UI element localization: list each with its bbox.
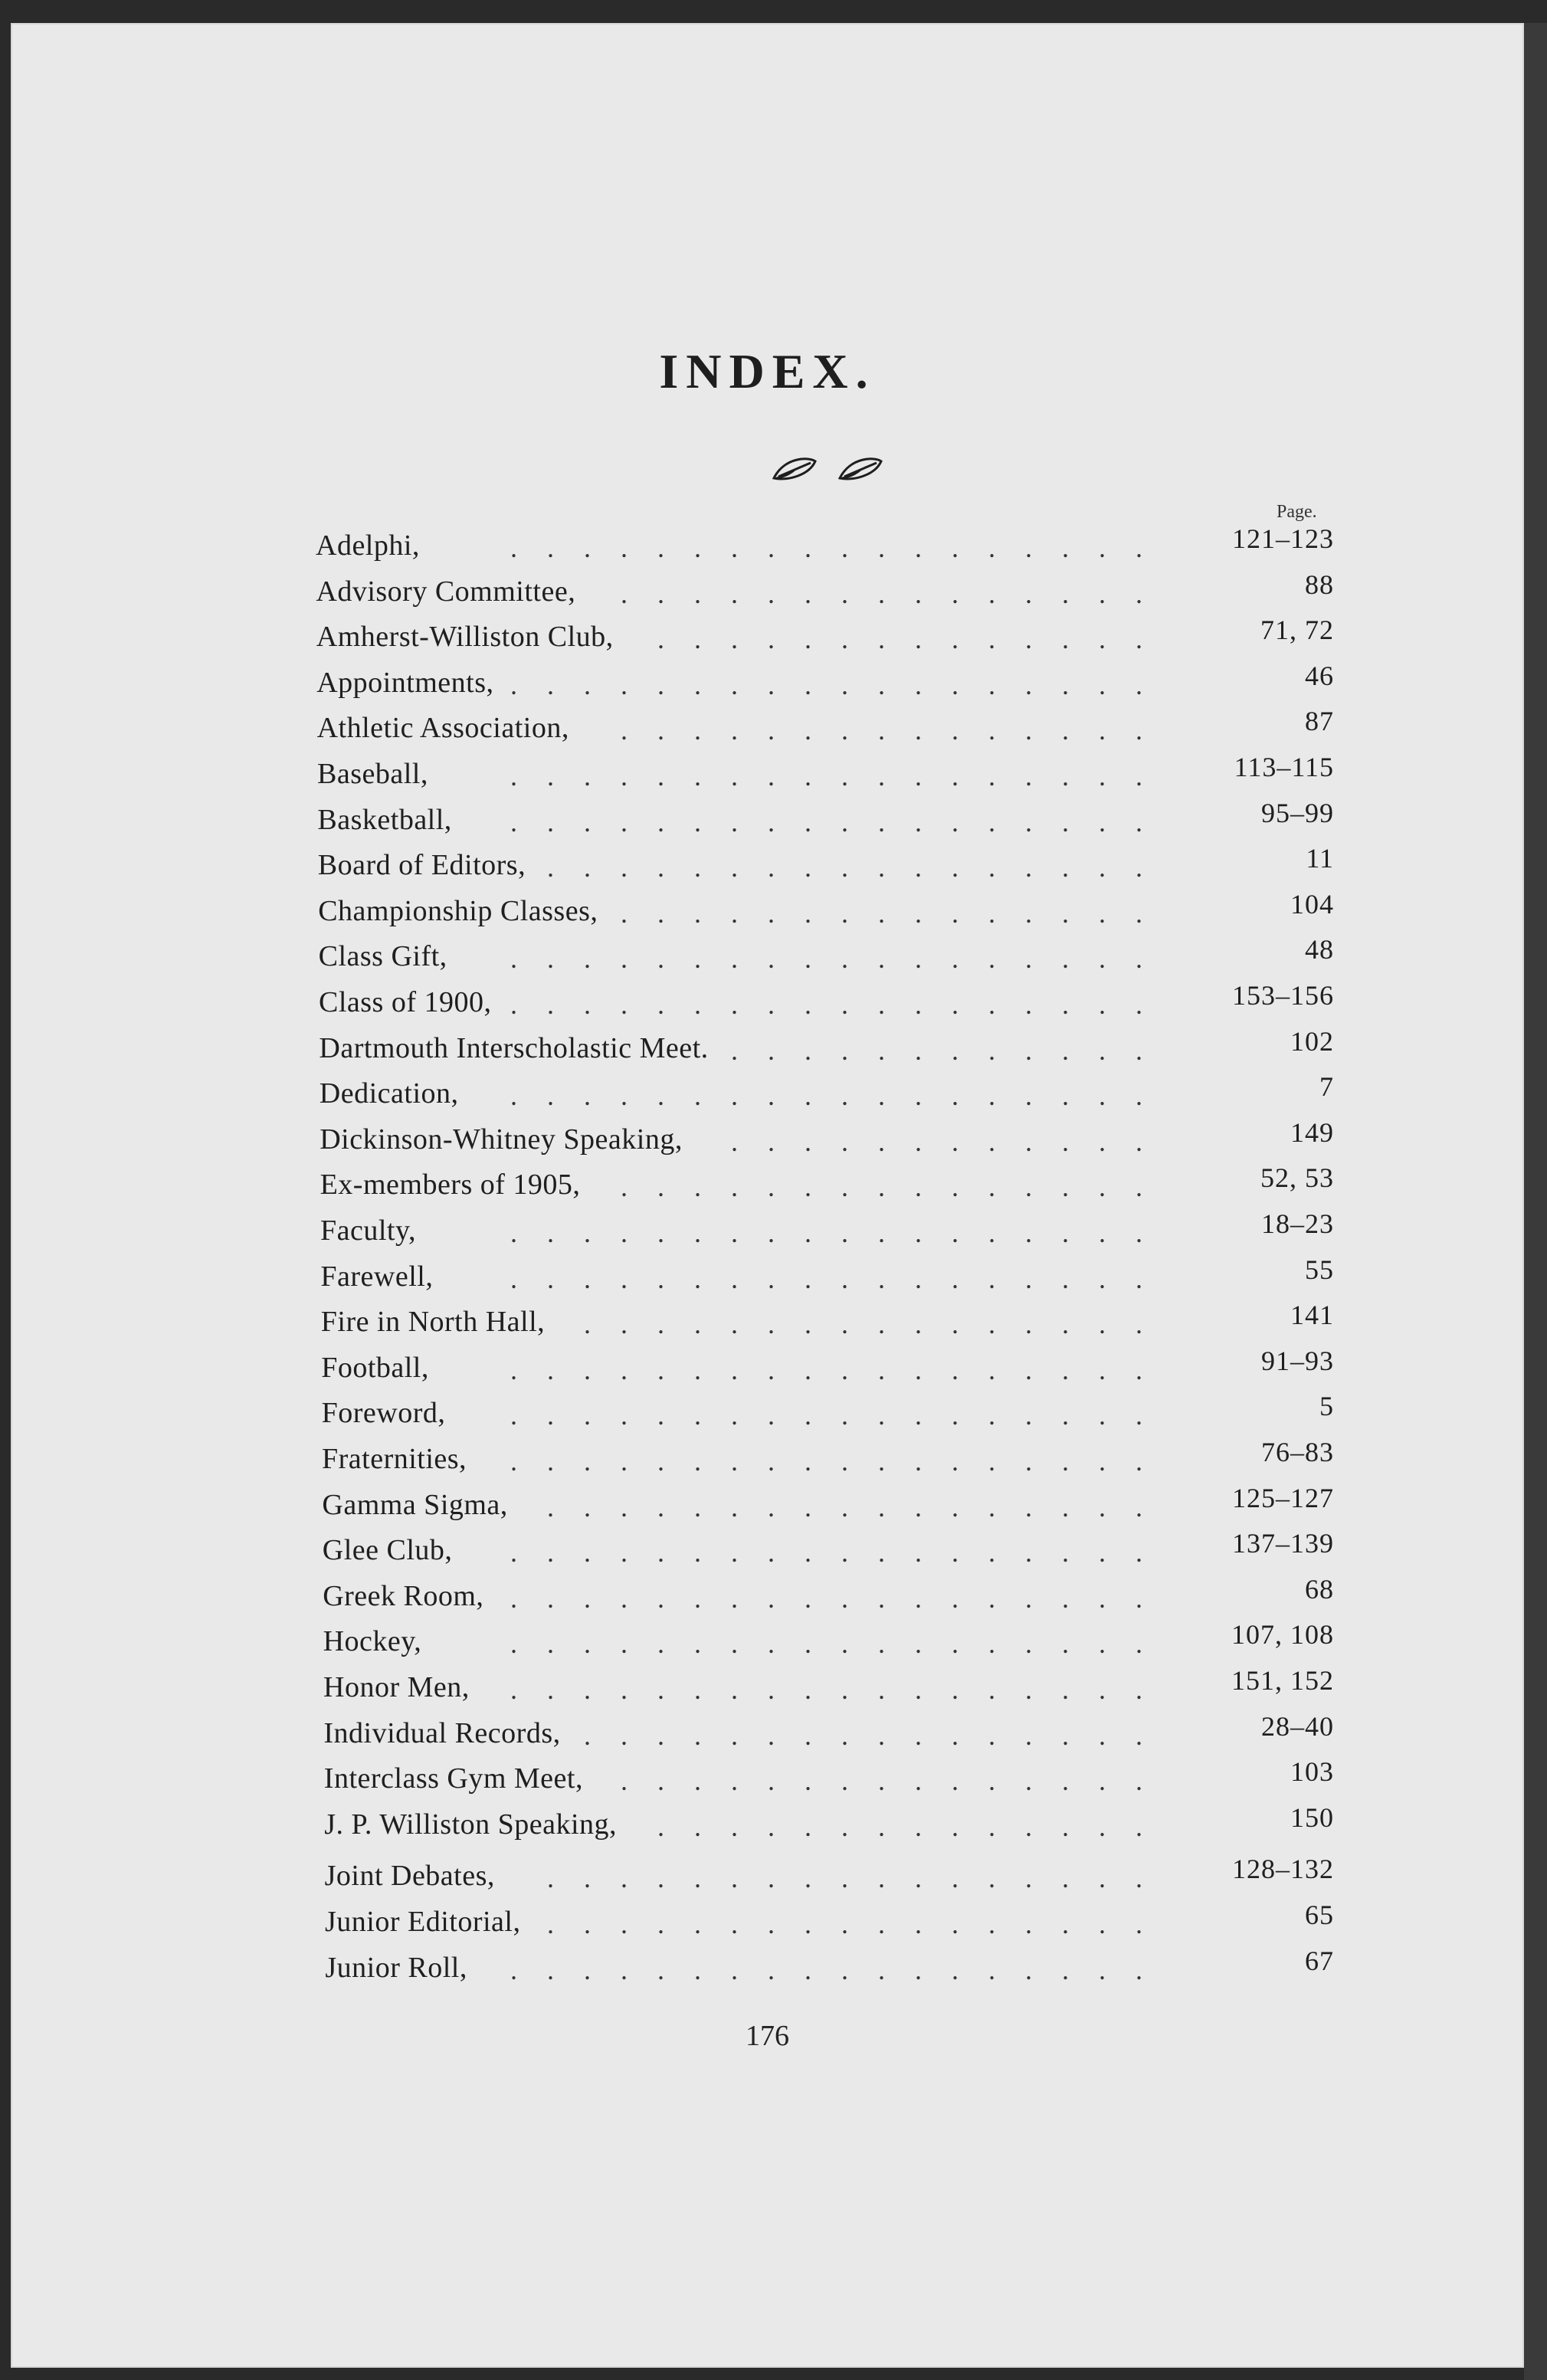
- entry-label: Farewell,: [320, 1260, 434, 1293]
- entry-label: Baseball,: [317, 758, 428, 790]
- entry-page-number: 104: [1290, 888, 1334, 920]
- entry-page-number: 48: [1305, 934, 1334, 965]
- entry-label: Greek Room,: [323, 1579, 484, 1612]
- index-entry: Junior Roll, . . . . . . . . . . . . . . . . . . 67: [325, 1945, 1334, 1985]
- entry-label: Dickinson-Whitney Speaking,: [320, 1123, 683, 1156]
- entry-page-number: 141: [1290, 1300, 1334, 1331]
- index-entry: Farewell, . . . . . . . . . . . . . . . . . . 55: [320, 1254, 1334, 1294]
- entry-label: Class of 1900,: [319, 986, 492, 1018]
- entry-label: Football,: [321, 1351, 429, 1384]
- entry-page-number: 91–93: [1261, 1345, 1334, 1376]
- entry-page-number: 121–123: [1232, 523, 1334, 554]
- entry-label: Board of Editors,: [317, 849, 526, 882]
- index-entry: Greek Room, . . . . . . . . . . . . . . . . . . 68: [323, 1573, 1334, 1614]
- page-number: 176: [746, 2020, 789, 2052]
- entry-page-number: 11: [1306, 843, 1334, 874]
- adjacent-page-edge: [1524, 23, 1547, 2380]
- entry-label: Advisory Committee,: [316, 575, 576, 608]
- index-entry: Dedication, . . . . . . . . . . . . . . . . . . 7: [319, 1071, 1334, 1112]
- entry-label: Individual Records,: [323, 1716, 561, 1749]
- entry-label: Interclass Gym Meet,: [323, 1762, 583, 1795]
- entry-label: Gamma Sigma,: [322, 1488, 508, 1521]
- entry-label: Adelphi,: [316, 529, 420, 562]
- entry-page-number: 7: [1319, 1071, 1334, 1103]
- entry-page-number: 67: [1305, 1945, 1334, 1976]
- entry-page-number: 151, 152: [1231, 1665, 1334, 1696]
- entry-page-number: 88: [1305, 569, 1334, 600]
- entry-page-number: 102: [1290, 1025, 1334, 1057]
- entry-page-number: 52, 53: [1260, 1162, 1334, 1194]
- index-entry: Junior Editorial, . . . . . . . . . . . . . . . . . 65: [325, 1900, 1334, 1939]
- entry-page-number: 107, 108: [1231, 1619, 1334, 1651]
- index-entry: Football, . . . . . . . . . . . . . . . . . . 91–93: [321, 1345, 1334, 1385]
- entry-label: Fraternities,: [322, 1443, 467, 1475]
- index-entries: [11, 23, 1524, 2368]
- index-entry: Glee Club, . . . . . . . . . . . . . . . . . . 137–139: [322, 1528, 1334, 1569]
- index-entry: Interclass Gym Meet, . . . . . . . . . . . . . . . 103: [323, 1756, 1334, 1797]
- index-entry: Dartmouth Interscholastic Meet. . . . . . . . . . . . . 102: [319, 1025, 1334, 1066]
- entry-page-number: 149: [1290, 1116, 1334, 1148]
- entry-page-number: 5: [1319, 1391, 1334, 1422]
- entry-label: Championship Classes,: [318, 894, 598, 927]
- index-entry: Board of Editors, . . . . . . . . . . . . . . . . . 11: [317, 843, 1334, 883]
- index-entry: Ex-members of 1905, . . . . . . . . . . . . . . . 52, 53: [320, 1162, 1334, 1203]
- entry-label: Junior Editorial,: [325, 1906, 521, 1938]
- index-entry: Class of 1900, . . . . . . . . . . . . . . . . . . 153–156: [319, 980, 1334, 1020]
- index-entry: Foreword, . . . . . . . . . . . . . . . . . . 5: [321, 1391, 1334, 1431]
- entry-label: J. P. Williston Speaking,: [324, 1808, 618, 1841]
- entry-label: Basketball,: [317, 803, 452, 836]
- index-entry: Baseball, . . . . . . . . . . . . . . . . . . 113–115: [317, 752, 1334, 792]
- entry-label: Joint Debates,: [324, 1860, 495, 1893]
- entry-page-number: 95–99: [1261, 797, 1334, 828]
- index-entry: Hockey, . . . . . . . . . . . . . . . . . . 107, 108: [323, 1619, 1334, 1660]
- index-entry: Basketball, . . . . . . . . . . . . . . . . . . 95–99: [317, 797, 1334, 838]
- index-entry: Appointments, . . . . . . . . . . . . . . . . . . 46: [316, 660, 1334, 700]
- entry-page-number: 128–132: [1232, 1854, 1334, 1885]
- entry-page-number: 28–40: [1261, 1710, 1334, 1742]
- entry-page-number: 71, 72: [1260, 615, 1334, 646]
- entry-label: Dedication,: [319, 1077, 459, 1110]
- entry-page-number: 150: [1290, 1801, 1334, 1833]
- entry-label: Hockey,: [323, 1625, 422, 1658]
- entry-label: Amherst-Williston Club,: [316, 621, 614, 654]
- index-entry: Gamma Sigma, . . . . . . . . . . . . . . . . . 125–127: [322, 1482, 1334, 1523]
- entry-label: Ex-members of 1905,: [320, 1169, 581, 1201]
- entry-page-number: 76–83: [1261, 1437, 1334, 1467]
- entry-label: Appointments,: [316, 666, 494, 699]
- book-page: [11, 23, 1524, 2368]
- entry-page-number: 68: [1305, 1573, 1334, 1605]
- entry-label: Faculty,: [320, 1215, 417, 1247]
- index-entry: Class Gift, . . . . . . . . . . . . . . . . . . 48: [318, 934, 1334, 975]
- index-title: INDEX.: [659, 344, 876, 398]
- index-entry: Individual Records, . . . . . . . . . . . . . . . . 28–40: [323, 1710, 1334, 1751]
- entry-label: Athletic Association,: [316, 712, 569, 745]
- entry-page-number: 87: [1305, 706, 1334, 737]
- entry-label: Glee Club,: [322, 1534, 453, 1567]
- entry-page-number: 55: [1305, 1254, 1334, 1285]
- index-entry: Faculty, . . . . . . . . . . . . . . . . . . 18–23: [320, 1208, 1334, 1248]
- entry-page-number: 137–139: [1232, 1528, 1334, 1559]
- index-entry: Amherst-Williston Club, . . . . . . . . . . . . . . 71, 72: [316, 615, 1334, 655]
- index-entry: Joint Debates, . . . . . . . . . . . . . . . . . 128–132: [324, 1854, 1334, 1894]
- index-entry: Honor Men, . . . . . . . . . . . . . . . . . . 151, 152: [323, 1665, 1334, 1705]
- entry-page-number: 46: [1305, 660, 1334, 691]
- index-entry: Advisory Committee, . . . . . . . . . . . . . . . 88: [316, 569, 1334, 609]
- entry-label: Class Gift,: [318, 940, 447, 973]
- entry-label: Dartmouth Interscholastic Meet.: [319, 1031, 709, 1064]
- entry-page-number: 65: [1305, 1900, 1334, 1930]
- index-entry: Fraternities, . . . . . . . . . . . . . . . . . . 76–83: [322, 1437, 1334, 1477]
- index-entry: Fire in North Hall, . . . . . . . . . . . . . . . . 141: [320, 1300, 1334, 1340]
- entry-page-number: 125–127: [1232, 1482, 1334, 1513]
- entry-label: Junior Roll,: [325, 1951, 467, 1984]
- entry-label: Foreword,: [321, 1397, 446, 1430]
- entry-page-number: 18–23: [1261, 1208, 1334, 1239]
- index-entry: Dickinson-Whitney Speaking, . . . . . . . . . . . . 149: [320, 1116, 1334, 1157]
- index-entry: J. P. Williston Speaking, . . . . . . . . . . . . . . 150: [324, 1801, 1334, 1842]
- index-entry: Championship Classes, . . . . . . . . . . . . . . . 104: [318, 888, 1334, 929]
- entry-page-number: 103: [1290, 1756, 1334, 1788]
- entry-label: Honor Men,: [323, 1671, 470, 1703]
- page-column-header: Page.: [1277, 502, 1317, 522]
- entry-page-number: 113–115: [1234, 752, 1334, 782]
- index-entry: Adelphi, . . . . . . . . . . . . . . . . . . 121–123: [316, 523, 1334, 563]
- entry-page-number: 153–156: [1232, 980, 1334, 1011]
- entry-label: Fire in North Hall,: [320, 1306, 546, 1339]
- index-entry: Athletic Association, . . . . . . . . . . . . . . . 87: [316, 706, 1334, 746]
